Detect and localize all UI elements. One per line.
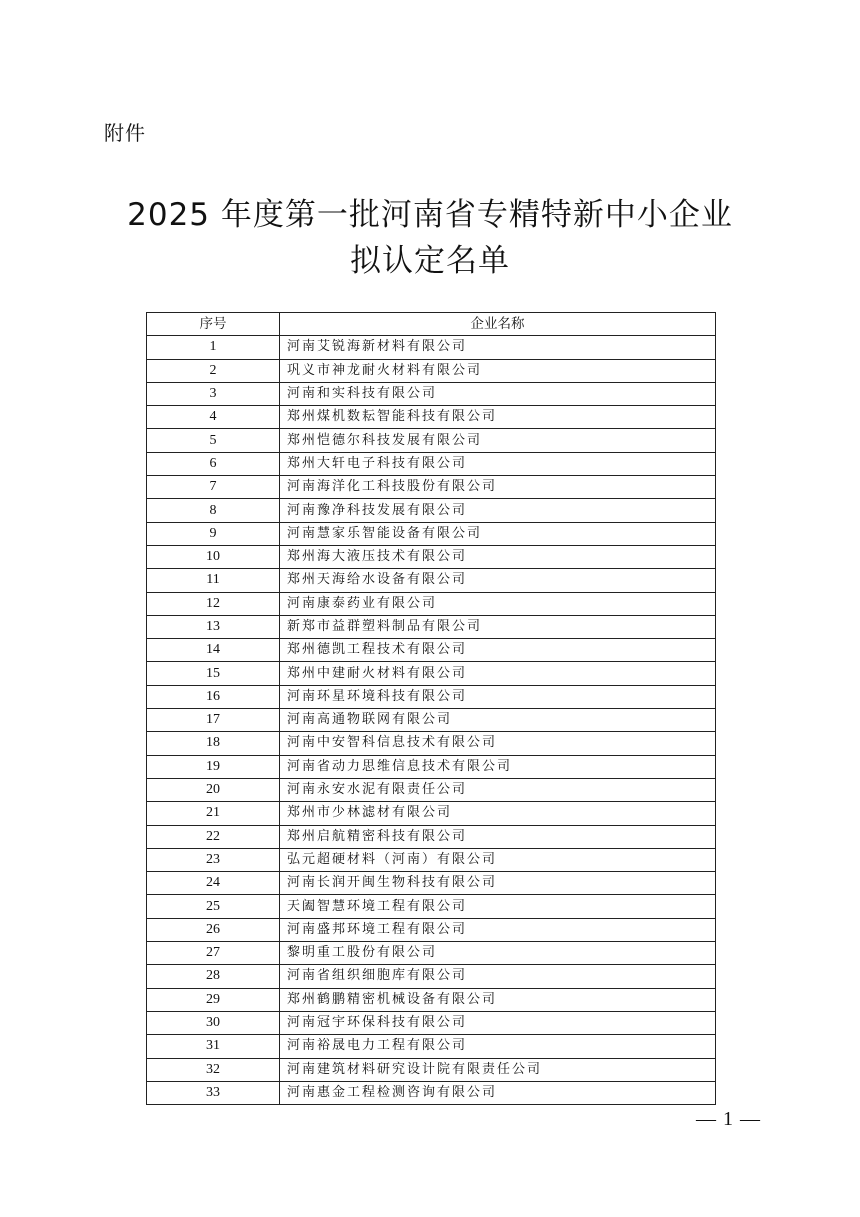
row-serial-number: 22 [147,825,280,848]
row-enterprise-name: 河南裕晟电力工程有限公司 [280,1035,716,1058]
table-row [147,545,716,568]
row-serial-number: 15 [147,662,280,685]
row-serial-number: 27 [147,942,280,965]
table-row [147,848,716,871]
table-row [147,988,716,1011]
table-row [147,499,716,522]
row-enterprise-name: 河南盛邦环境工程有限公司 [280,918,716,941]
table-row [147,336,716,359]
row-enterprise-name: 郑州天海给水设备有限公司 [280,569,716,592]
table-row [147,755,716,778]
table-row [147,382,716,405]
row-serial-number: 2 [147,359,280,382]
row-enterprise-name: 河南海洋化工科技股份有限公司 [280,476,716,499]
row-enterprise-name: 郑州恺德尔科技发展有限公司 [280,429,716,452]
page-number: — 1 — [696,1108,761,1130]
row-enterprise-name: 河南长润开闽生物科技有限公司 [280,872,716,895]
table-header-row [147,313,716,336]
row-enterprise-name: 河南省组织细胞库有限公司 [280,965,716,988]
table-row [147,592,716,615]
row-serial-number: 31 [147,1035,280,1058]
row-enterprise-name: 天阖智慧环境工程有限公司 [280,895,716,918]
row-enterprise-name: 郑州海大液压技术有限公司 [280,545,716,568]
document-title-line-1: 2025 年度第一批河南省专精特新中小企业 [127,197,733,233]
table-row [147,685,716,708]
row-serial-number: 3 [147,382,280,405]
row-enterprise-name: 河南省动力思维信息技术有限公司 [280,755,716,778]
row-serial-number: 32 [147,1058,280,1081]
row-serial-number: 24 [147,872,280,895]
row-serial-number: 11 [147,569,280,592]
row-enterprise-name: 郑州煤机数耘智能科技有限公司 [280,406,716,429]
table-row [147,1035,716,1058]
row-enterprise-name: 弘元超硬材料（河南）有限公司 [280,848,716,871]
table-row [147,965,716,988]
table-row [147,895,716,918]
document-title-line-2: 拟认定名单 [350,243,510,279]
table-row [147,359,716,382]
row-serial-number: 28 [147,965,280,988]
row-serial-number: 29 [147,988,280,1011]
table-row [147,778,716,801]
row-serial-number: 8 [147,499,280,522]
row-serial-number: 4 [147,406,280,429]
row-enterprise-name: 河南慧家乐智能设备有限公司 [280,522,716,545]
row-serial-number: 10 [147,545,280,568]
table-row [147,918,716,941]
attachment-label: 附件 [104,121,146,145]
row-enterprise-name: 郑州市少林滤材有限公司 [280,802,716,825]
row-enterprise-name: 河南康泰药业有限公司 [280,592,716,615]
table-row [147,522,716,545]
row-serial-number: 16 [147,685,280,708]
row-enterprise-name: 郑州启航精密科技有限公司 [280,825,716,848]
table-row [147,639,716,662]
row-serial-number: 5 [147,429,280,452]
row-enterprise-name: 郑州中建耐火材料有限公司 [280,662,716,685]
table-row [147,942,716,965]
row-serial-number: 33 [147,1081,280,1104]
table-row [147,1081,716,1104]
row-enterprise-name: 郑州德凯工程技术有限公司 [280,639,716,662]
table-row [147,1011,716,1034]
row-enterprise-name: 河南中安智科信息技术有限公司 [280,732,716,755]
row-enterprise-name: 新郑市益群塑料制品有限公司 [280,615,716,638]
row-enterprise-name: 黎明重工股份有限公司 [280,942,716,965]
table-body [147,336,716,1105]
header-serial-number: 序号 [147,313,280,336]
table-row [147,825,716,848]
row-serial-number: 19 [147,755,280,778]
table-row [147,1058,716,1081]
table-row [147,872,716,895]
table-row [147,802,716,825]
document-title [0,192,860,284]
row-enterprise-name: 巩义市神龙耐火材料有限公司 [280,359,716,382]
row-enterprise-name: 河南环星环境科技有限公司 [280,685,716,708]
row-serial-number: 14 [147,639,280,662]
table-row [147,732,716,755]
row-serial-number: 21 [147,802,280,825]
row-serial-number: 23 [147,848,280,871]
row-serial-number: 7 [147,476,280,499]
row-enterprise-name: 河南艾锐海新材料有限公司 [280,336,716,359]
row-serial-number: 25 [147,895,280,918]
table-row [147,615,716,638]
row-enterprise-name: 河南建筑材料研究设计院有限责任公司 [280,1058,716,1081]
row-enterprise-name: 河南和实科技有限公司 [280,382,716,405]
row-serial-number: 13 [147,615,280,638]
row-serial-number: 30 [147,1011,280,1034]
row-enterprise-name: 河南惠金工程检测咨询有限公司 [280,1081,716,1104]
table-row [147,662,716,685]
header-enterprise-name: 企业名称 [280,313,716,336]
row-enterprise-name: 河南永安水泥有限责任公司 [280,778,716,801]
row-serial-number: 26 [147,918,280,941]
row-enterprise-name: 郑州大轩电子科技有限公司 [280,452,716,475]
enterprise-list-table [146,312,716,1105]
table-row [147,429,716,452]
row-enterprise-name: 河南高通物联网有限公司 [280,709,716,732]
row-serial-number: 1 [147,336,280,359]
table-row [147,452,716,475]
table-row [147,569,716,592]
row-serial-number: 18 [147,732,280,755]
table-row [147,406,716,429]
row-serial-number: 20 [147,778,280,801]
row-serial-number: 12 [147,592,280,615]
row-enterprise-name: 河南冠宇环保科技有限公司 [280,1011,716,1034]
row-serial-number: 9 [147,522,280,545]
row-serial-number: 17 [147,709,280,732]
table-row [147,476,716,499]
row-serial-number: 6 [147,452,280,475]
row-enterprise-name: 郑州鹤鹏精密机械设备有限公司 [280,988,716,1011]
table-row [147,709,716,732]
row-enterprise-name: 河南豫净科技发展有限公司 [280,499,716,522]
